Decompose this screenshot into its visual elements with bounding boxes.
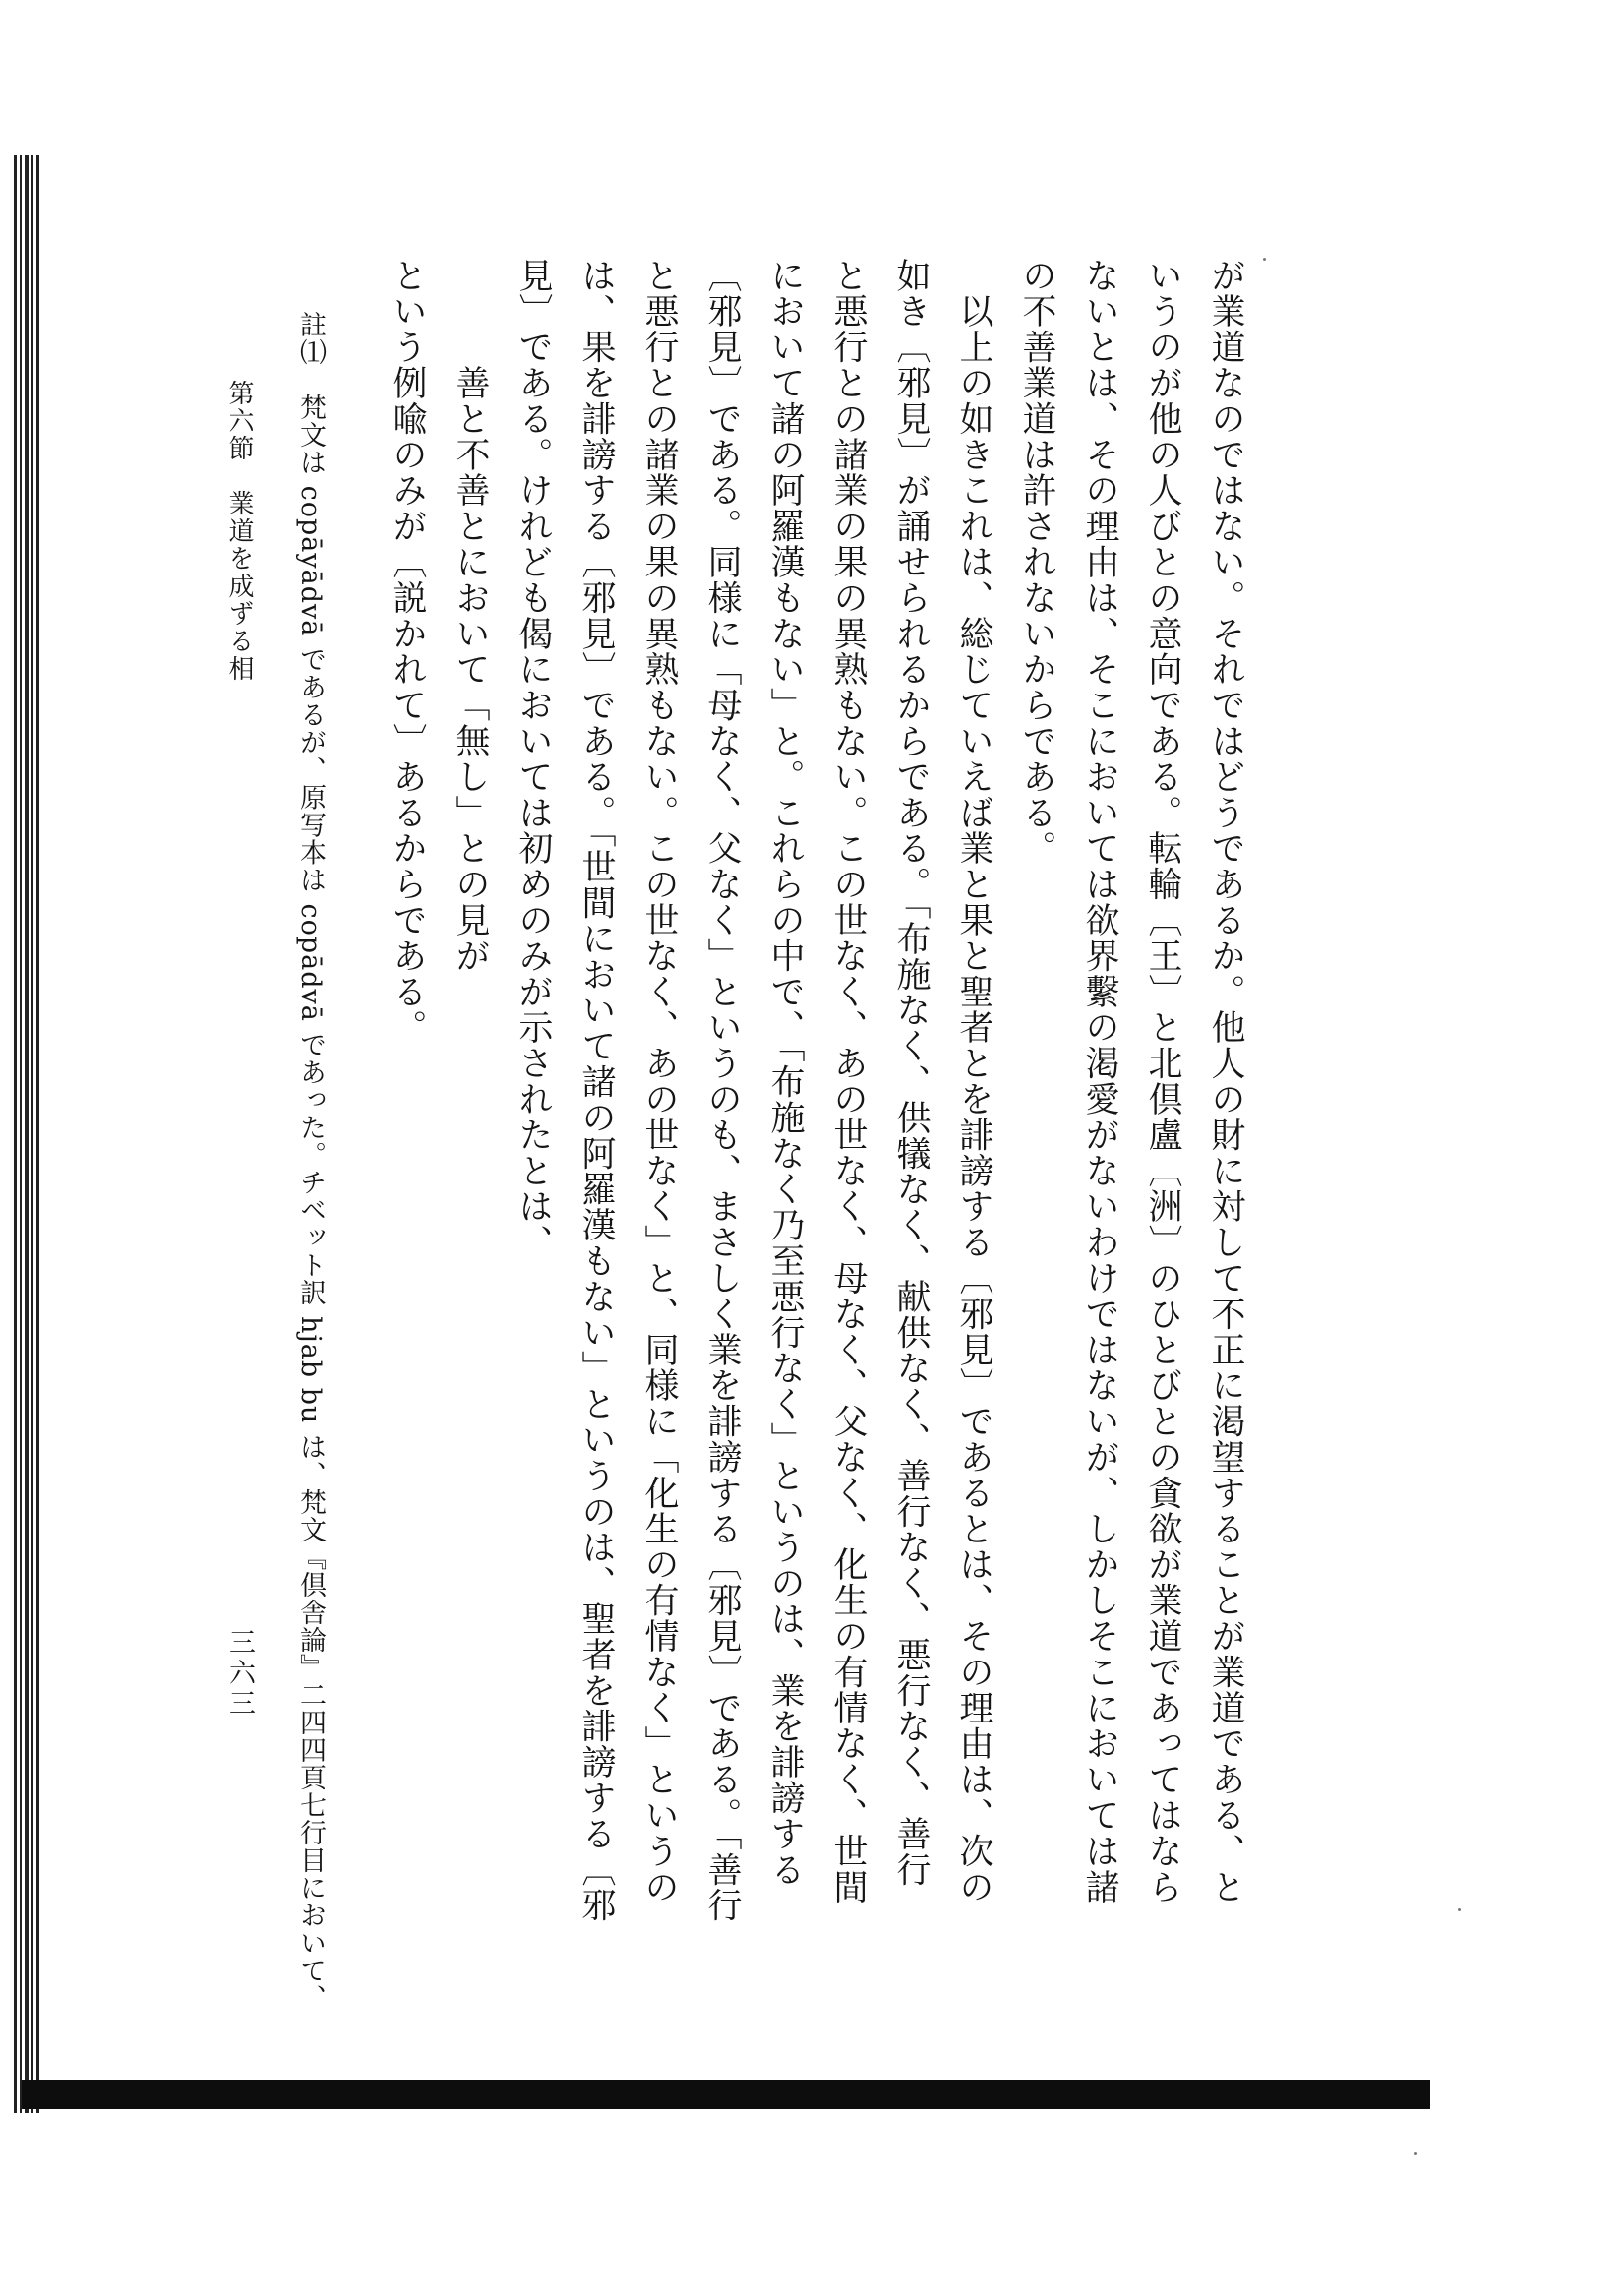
page-number: 三六三 [224, 1628, 255, 1720]
body-line: 見〕である。けれども偈においては初めのみが示されたとは、 [513, 258, 553, 1261]
body-line: 〔邪見〕である。同様に「母なく、父なく」というのも、まさしく業を誹謗する〔邪見〕である。「善行 [702, 258, 742, 1924]
bottom-edge-bar [22, 2080, 1430, 2109]
body-line: と悪行との諸業の果の異熟もない。この世なく、あの世なく」と、同様に「化生の有情なく」というの [639, 258, 679, 1905]
body-line: という例喩のみが〔説かれて〕あるからである。 [388, 258, 427, 1046]
body-line: ないとは、その理由は、そこにおいては欲界繫の渇愛がないわけではないが、しかしそこにおいては諸 [1080, 258, 1119, 1905]
running-footer: 第六節 業道を成ずる相 [224, 380, 254, 683]
body-line: が業道なのではない。それではどうであるか。他人の財に対して不正に渇望することが業道である、と [1206, 258, 1245, 1905]
verse-line: 善と不善とにおいて「無し」との見が [451, 258, 490, 974]
binding-edge [14, 155, 53, 2113]
scan-speck [1414, 2152, 1417, 2155]
body-line: において諸の阿羅漢もない」と。これらの中で、「布施なく乃至悪行なく」というのは、業を誹謗する [765, 258, 805, 1888]
body-line: 以上の如きこれは、総じていえば業と果と聖者とを誹謗する〔邪見〕であるとは、その理由は、次の [954, 258, 993, 1905]
scan-speck [1263, 258, 1266, 261]
body-line: の不善業道は許されないからである。 [1017, 258, 1056, 867]
body-line: は、果を誹謗する〔邪見〕である。「世間において諸の阿羅漢もない」というのは、聖者を誹謗する〔邪 [576, 258, 616, 1924]
footnote: 註⑴ 梵文は copāyādvā であるが、原写本は copādvā であった。チベット訳 hjab bu は、梵文『倶舎論』二四四頁七行目において、 [295, 311, 326, 2013]
scan-speck [1458, 1908, 1461, 1911]
body-line: と悪行との諸業の果の異熟もない。この世なく、あの世なく、母なく、父なく、化生の有情なく、世間 [828, 258, 868, 1905]
body-line: 如き〔邪見〕が誦せられるからである。「布施なく、供犠なく、献供なく、善行なく、悪行なく、善行 [891, 258, 931, 1888]
body-line: いうのが他の人びとの意向である。転輪〔王〕と北倶盧〔洲〕のひとびとの貪欲が業道であってはなら [1143, 258, 1182, 1905]
